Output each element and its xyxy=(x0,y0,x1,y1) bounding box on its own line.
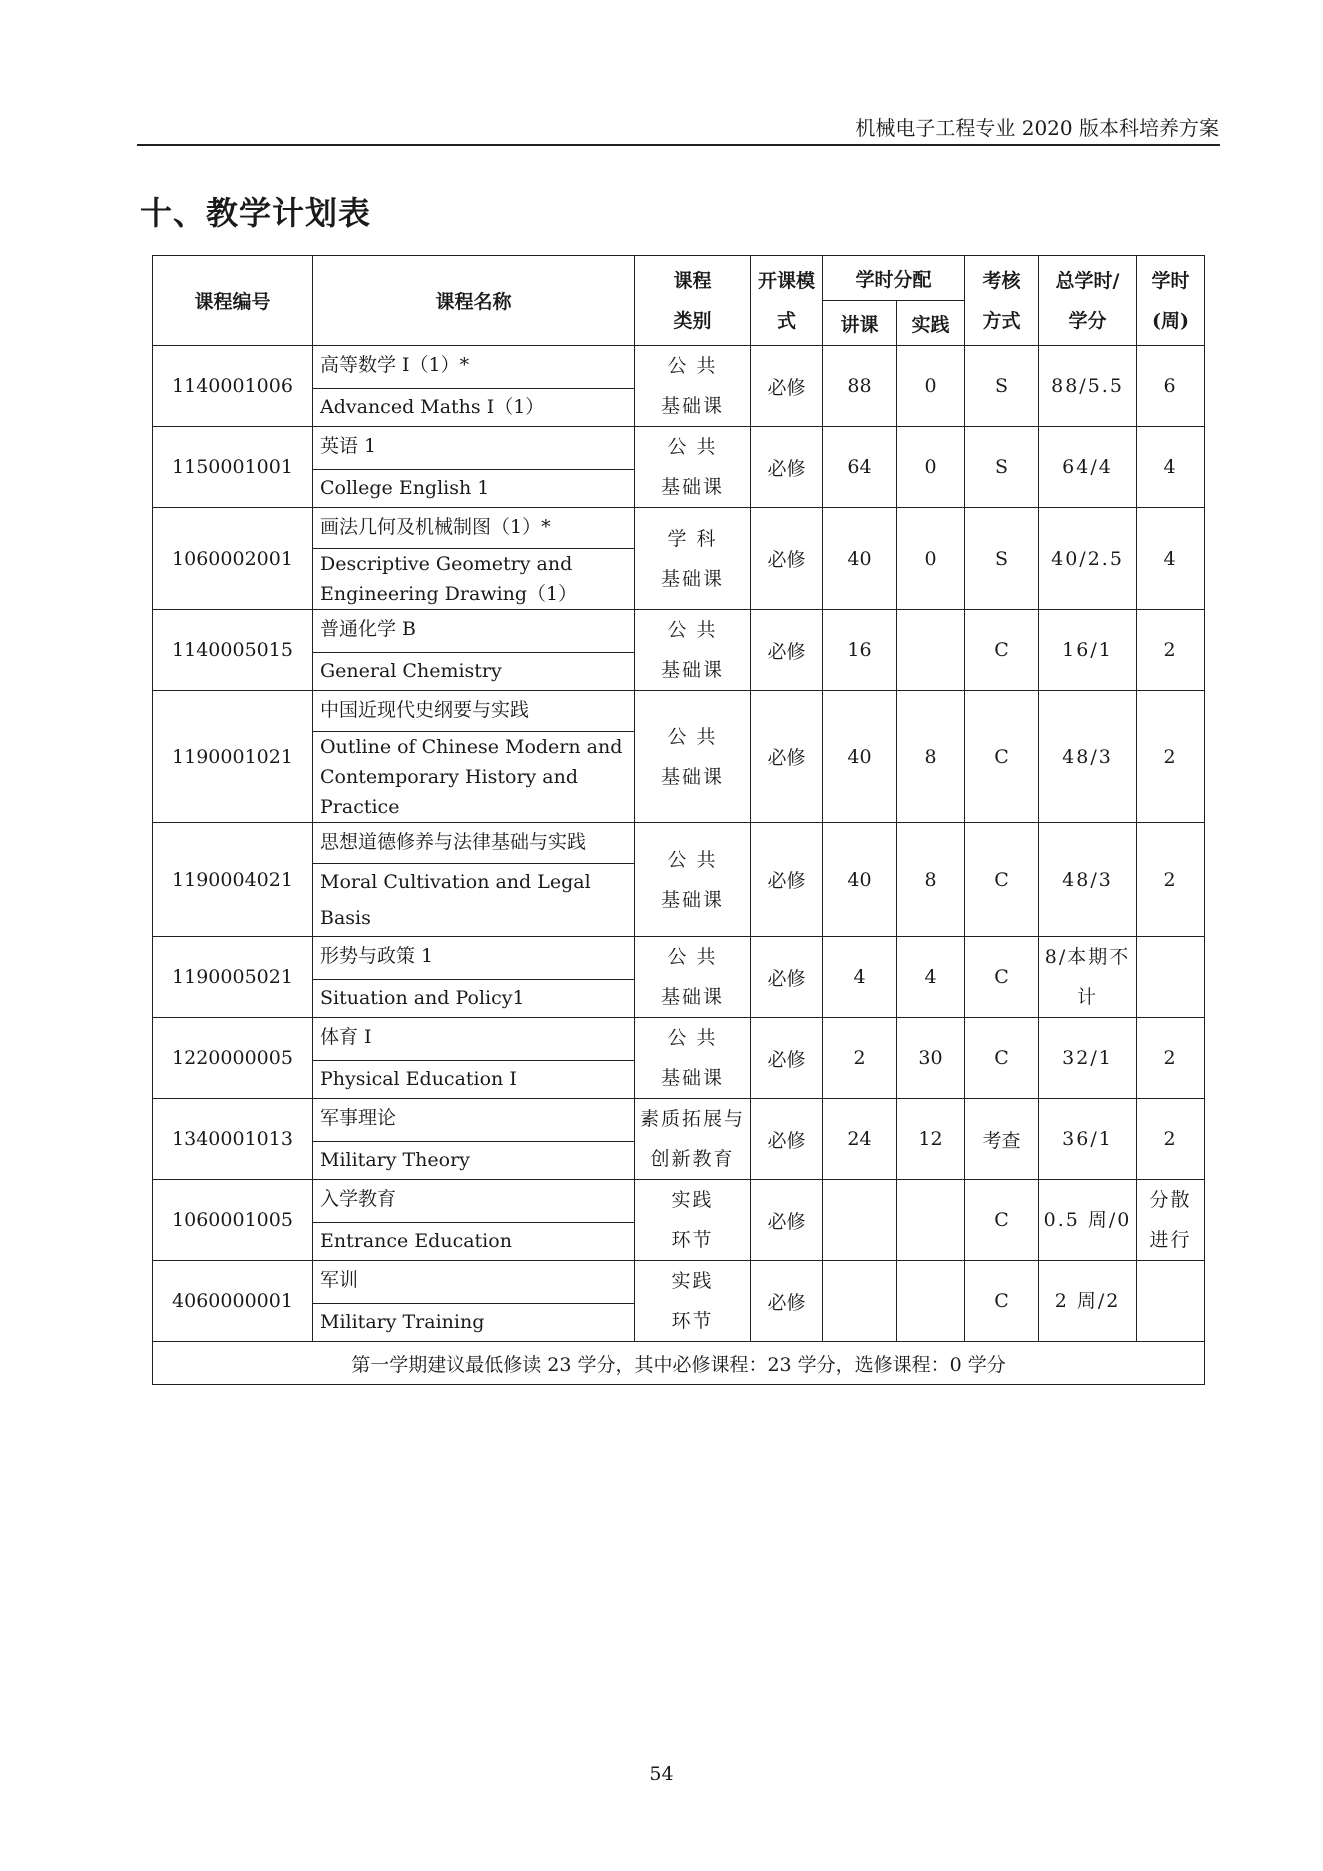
course-code: 4060000001 xyxy=(153,1261,313,1342)
teaching-plan-table xyxy=(152,255,1205,1385)
course-name-zh: 中国近现代史纲要与实践 xyxy=(313,691,635,732)
course-name-zh: 思想道德修养与法律基础与实践 xyxy=(313,823,635,864)
course-code: 1340001013 xyxy=(153,1099,313,1180)
header-weeks: 学时 (周) xyxy=(1137,256,1205,346)
course-name-zh: 画法几何及机械制图（1）* xyxy=(313,508,635,549)
header-lecture: 讲课 xyxy=(823,301,897,346)
weeks: 4 xyxy=(1137,508,1205,610)
table-body xyxy=(153,346,1205,1342)
total-hours-credits: 16/1 xyxy=(1039,610,1137,691)
table-row xyxy=(153,937,1205,980)
course-mode: 必修 xyxy=(751,823,823,937)
course-name-en: Outline of Chinese Modern and Contemporary History and Practice xyxy=(313,732,635,823)
table-row xyxy=(153,1180,1205,1223)
total-hours-credits: 48/3 xyxy=(1039,691,1137,823)
weeks xyxy=(1137,1261,1205,1342)
course-name-en: Moral Cultivation and Legal Basis xyxy=(313,864,635,937)
course-code: 1060002001 xyxy=(153,508,313,610)
table-footer-row xyxy=(153,1342,1205,1385)
total-hours-credits: 2 周/2 xyxy=(1039,1261,1137,1342)
weeks: 6 xyxy=(1137,346,1205,427)
lecture-hours: 40 xyxy=(823,691,897,823)
course-name-zh: 军事理论 xyxy=(313,1099,635,1142)
exam-method: S xyxy=(965,427,1039,508)
table-row xyxy=(153,427,1205,470)
course-name-en: Advanced Maths I（1） xyxy=(313,388,635,426)
course-code: 1220000005 xyxy=(153,1018,313,1099)
exam-method: C xyxy=(965,1261,1039,1342)
exam-method: C xyxy=(965,937,1039,1018)
practice-hours: 8 xyxy=(897,691,965,823)
practice-hours xyxy=(897,1180,965,1261)
lecture-hours xyxy=(823,1180,897,1261)
course-code: 1060001005 xyxy=(153,1180,313,1261)
table-row xyxy=(153,508,1205,549)
header-code: 课程编号 xyxy=(153,256,313,346)
total-hours-credits: 88/5.5 xyxy=(1039,346,1137,427)
practice-hours: 0 xyxy=(897,346,965,427)
practice-hours: 8 xyxy=(897,823,965,937)
course-type: 学 科 基础课 xyxy=(635,508,751,610)
weeks: 2 xyxy=(1137,610,1205,691)
exam-method: 考查 xyxy=(965,1099,1039,1180)
practice-hours: 0 xyxy=(897,508,965,610)
running-header: 机械电子工程专业 2020 版本科培养方案 xyxy=(855,116,1219,140)
lecture-hours: 64 xyxy=(823,427,897,508)
course-code: 1190004021 xyxy=(153,823,313,937)
practice-hours: 0 xyxy=(897,427,965,508)
weeks: 2 xyxy=(1137,1099,1205,1180)
course-type: 公 共 基础课 xyxy=(635,427,751,508)
total-hours-credits: 0.5 周/0 xyxy=(1039,1180,1137,1261)
table-row xyxy=(153,1261,1205,1304)
weeks: 分散 进行 xyxy=(1137,1180,1205,1261)
header-mode: 开课模 式 xyxy=(751,256,823,346)
section-title: 十、教学计划表 xyxy=(140,194,372,232)
table-row xyxy=(153,346,1205,389)
course-type: 公 共 基础课 xyxy=(635,346,751,427)
course-name-zh: 军训 xyxy=(313,1261,635,1304)
course-mode: 必修 xyxy=(751,691,823,823)
course-mode: 必修 xyxy=(751,508,823,610)
course-name-en: Military Training xyxy=(313,1303,635,1341)
course-type: 实践 环节 xyxy=(635,1261,751,1342)
credit-summary: 第一学期建议最低修读 23 学分，其中必修课程：23 学分，选修课程：0 学分 xyxy=(153,1342,1205,1385)
exam-method: S xyxy=(965,508,1039,610)
practice-hours: 12 xyxy=(897,1099,965,1180)
exam-method: C xyxy=(965,823,1039,937)
lecture-hours: 2 xyxy=(823,1018,897,1099)
course-type: 公 共 基础课 xyxy=(635,937,751,1018)
header-total: 总学时/ 学分 xyxy=(1039,256,1137,346)
course-mode: 必修 xyxy=(751,1018,823,1099)
course-mode: 必修 xyxy=(751,1261,823,1342)
total-hours-credits: 8/本期不 计 xyxy=(1039,937,1137,1018)
lecture-hours: 40 xyxy=(823,823,897,937)
course-name-zh: 英语 1 xyxy=(313,427,635,470)
practice-hours xyxy=(897,610,965,691)
practice-hours: 4 xyxy=(897,937,965,1018)
course-code: 1190005021 xyxy=(153,937,313,1018)
total-hours-credits: 36/1 xyxy=(1039,1099,1137,1180)
table-row xyxy=(153,823,1205,864)
course-type: 实践 环节 xyxy=(635,1180,751,1261)
course-type: 公 共 基础课 xyxy=(635,823,751,937)
weeks: 2 xyxy=(1137,1018,1205,1099)
header-hours: 学时分配 xyxy=(823,256,965,301)
weeks xyxy=(1137,937,1205,1018)
exam-method: C xyxy=(965,1180,1039,1261)
practice-hours: 30 xyxy=(897,1018,965,1099)
lecture-hours: 88 xyxy=(823,346,897,427)
course-mode: 必修 xyxy=(751,427,823,508)
table-row xyxy=(153,1099,1205,1142)
course-type: 公 共 基础课 xyxy=(635,691,751,823)
header-exam: 考核 方式 xyxy=(965,256,1039,346)
course-name-en: Military Theory xyxy=(313,1141,635,1179)
course-name-en: Situation and Policy1 xyxy=(313,979,635,1017)
weeks: 4 xyxy=(1137,427,1205,508)
lecture-hours: 24 xyxy=(823,1099,897,1180)
course-mode: 必修 xyxy=(751,1180,823,1261)
table-row xyxy=(153,691,1205,732)
weeks: 2 xyxy=(1137,823,1205,937)
header-practice: 实践 xyxy=(897,301,965,346)
lecture-hours: 40 xyxy=(823,508,897,610)
course-mode: 必修 xyxy=(751,346,823,427)
header-name: 课程名称 xyxy=(313,256,635,346)
course-mode: 必修 xyxy=(751,937,823,1018)
course-name-zh: 高等数学 I（1）* xyxy=(313,346,635,389)
course-name-zh: 体育 I xyxy=(313,1018,635,1061)
course-code: 1190001021 xyxy=(153,691,313,823)
exam-method: C xyxy=(965,610,1039,691)
page-number: 54 xyxy=(649,1763,674,1785)
weeks: 2 xyxy=(1137,691,1205,823)
course-name-en: General Chemistry xyxy=(313,652,635,690)
course-code: 1140001006 xyxy=(153,346,313,427)
course-name-en: Physical Education Ⅰ xyxy=(313,1060,635,1098)
total-hours-credits: 40/2.5 xyxy=(1039,508,1137,610)
course-name-zh: 形势与政策 1 xyxy=(313,937,635,980)
lecture-hours xyxy=(823,1261,897,1342)
course-type: 公 共 基础课 xyxy=(635,610,751,691)
table-row xyxy=(153,610,1205,653)
header-rule xyxy=(137,144,1220,146)
practice-hours xyxy=(897,1261,965,1342)
exam-method: C xyxy=(965,691,1039,823)
course-type: 公 共 基础课 xyxy=(635,1018,751,1099)
lecture-hours: 4 xyxy=(823,937,897,1018)
course-mode: 必修 xyxy=(751,1099,823,1180)
course-name-en: Descriptive Geometry and Engineering Drawing（1） xyxy=(313,549,635,610)
course-type: 素质拓展与 创新教育 xyxy=(635,1099,751,1180)
lecture-hours: 16 xyxy=(823,610,897,691)
course-code: 1140005015 xyxy=(153,610,313,691)
course-code: 1150001001 xyxy=(153,427,313,508)
total-hours-credits: 48/3 xyxy=(1039,823,1137,937)
total-hours-credits: 32/1 xyxy=(1039,1018,1137,1099)
course-name-en: College English 1 xyxy=(313,469,635,507)
table-header xyxy=(153,256,1205,346)
header-type: 课程 类别 xyxy=(635,256,751,346)
course-name-zh: 入学教育 xyxy=(313,1180,635,1223)
total-hours-credits: 64/4 xyxy=(1039,427,1137,508)
course-mode: 必修 xyxy=(751,610,823,691)
table-row xyxy=(153,1018,1205,1061)
exam-method: S xyxy=(965,346,1039,427)
course-name-en: Entrance Education xyxy=(313,1222,635,1260)
course-name-zh: 普通化学 B xyxy=(313,610,635,653)
exam-method: C xyxy=(965,1018,1039,1099)
